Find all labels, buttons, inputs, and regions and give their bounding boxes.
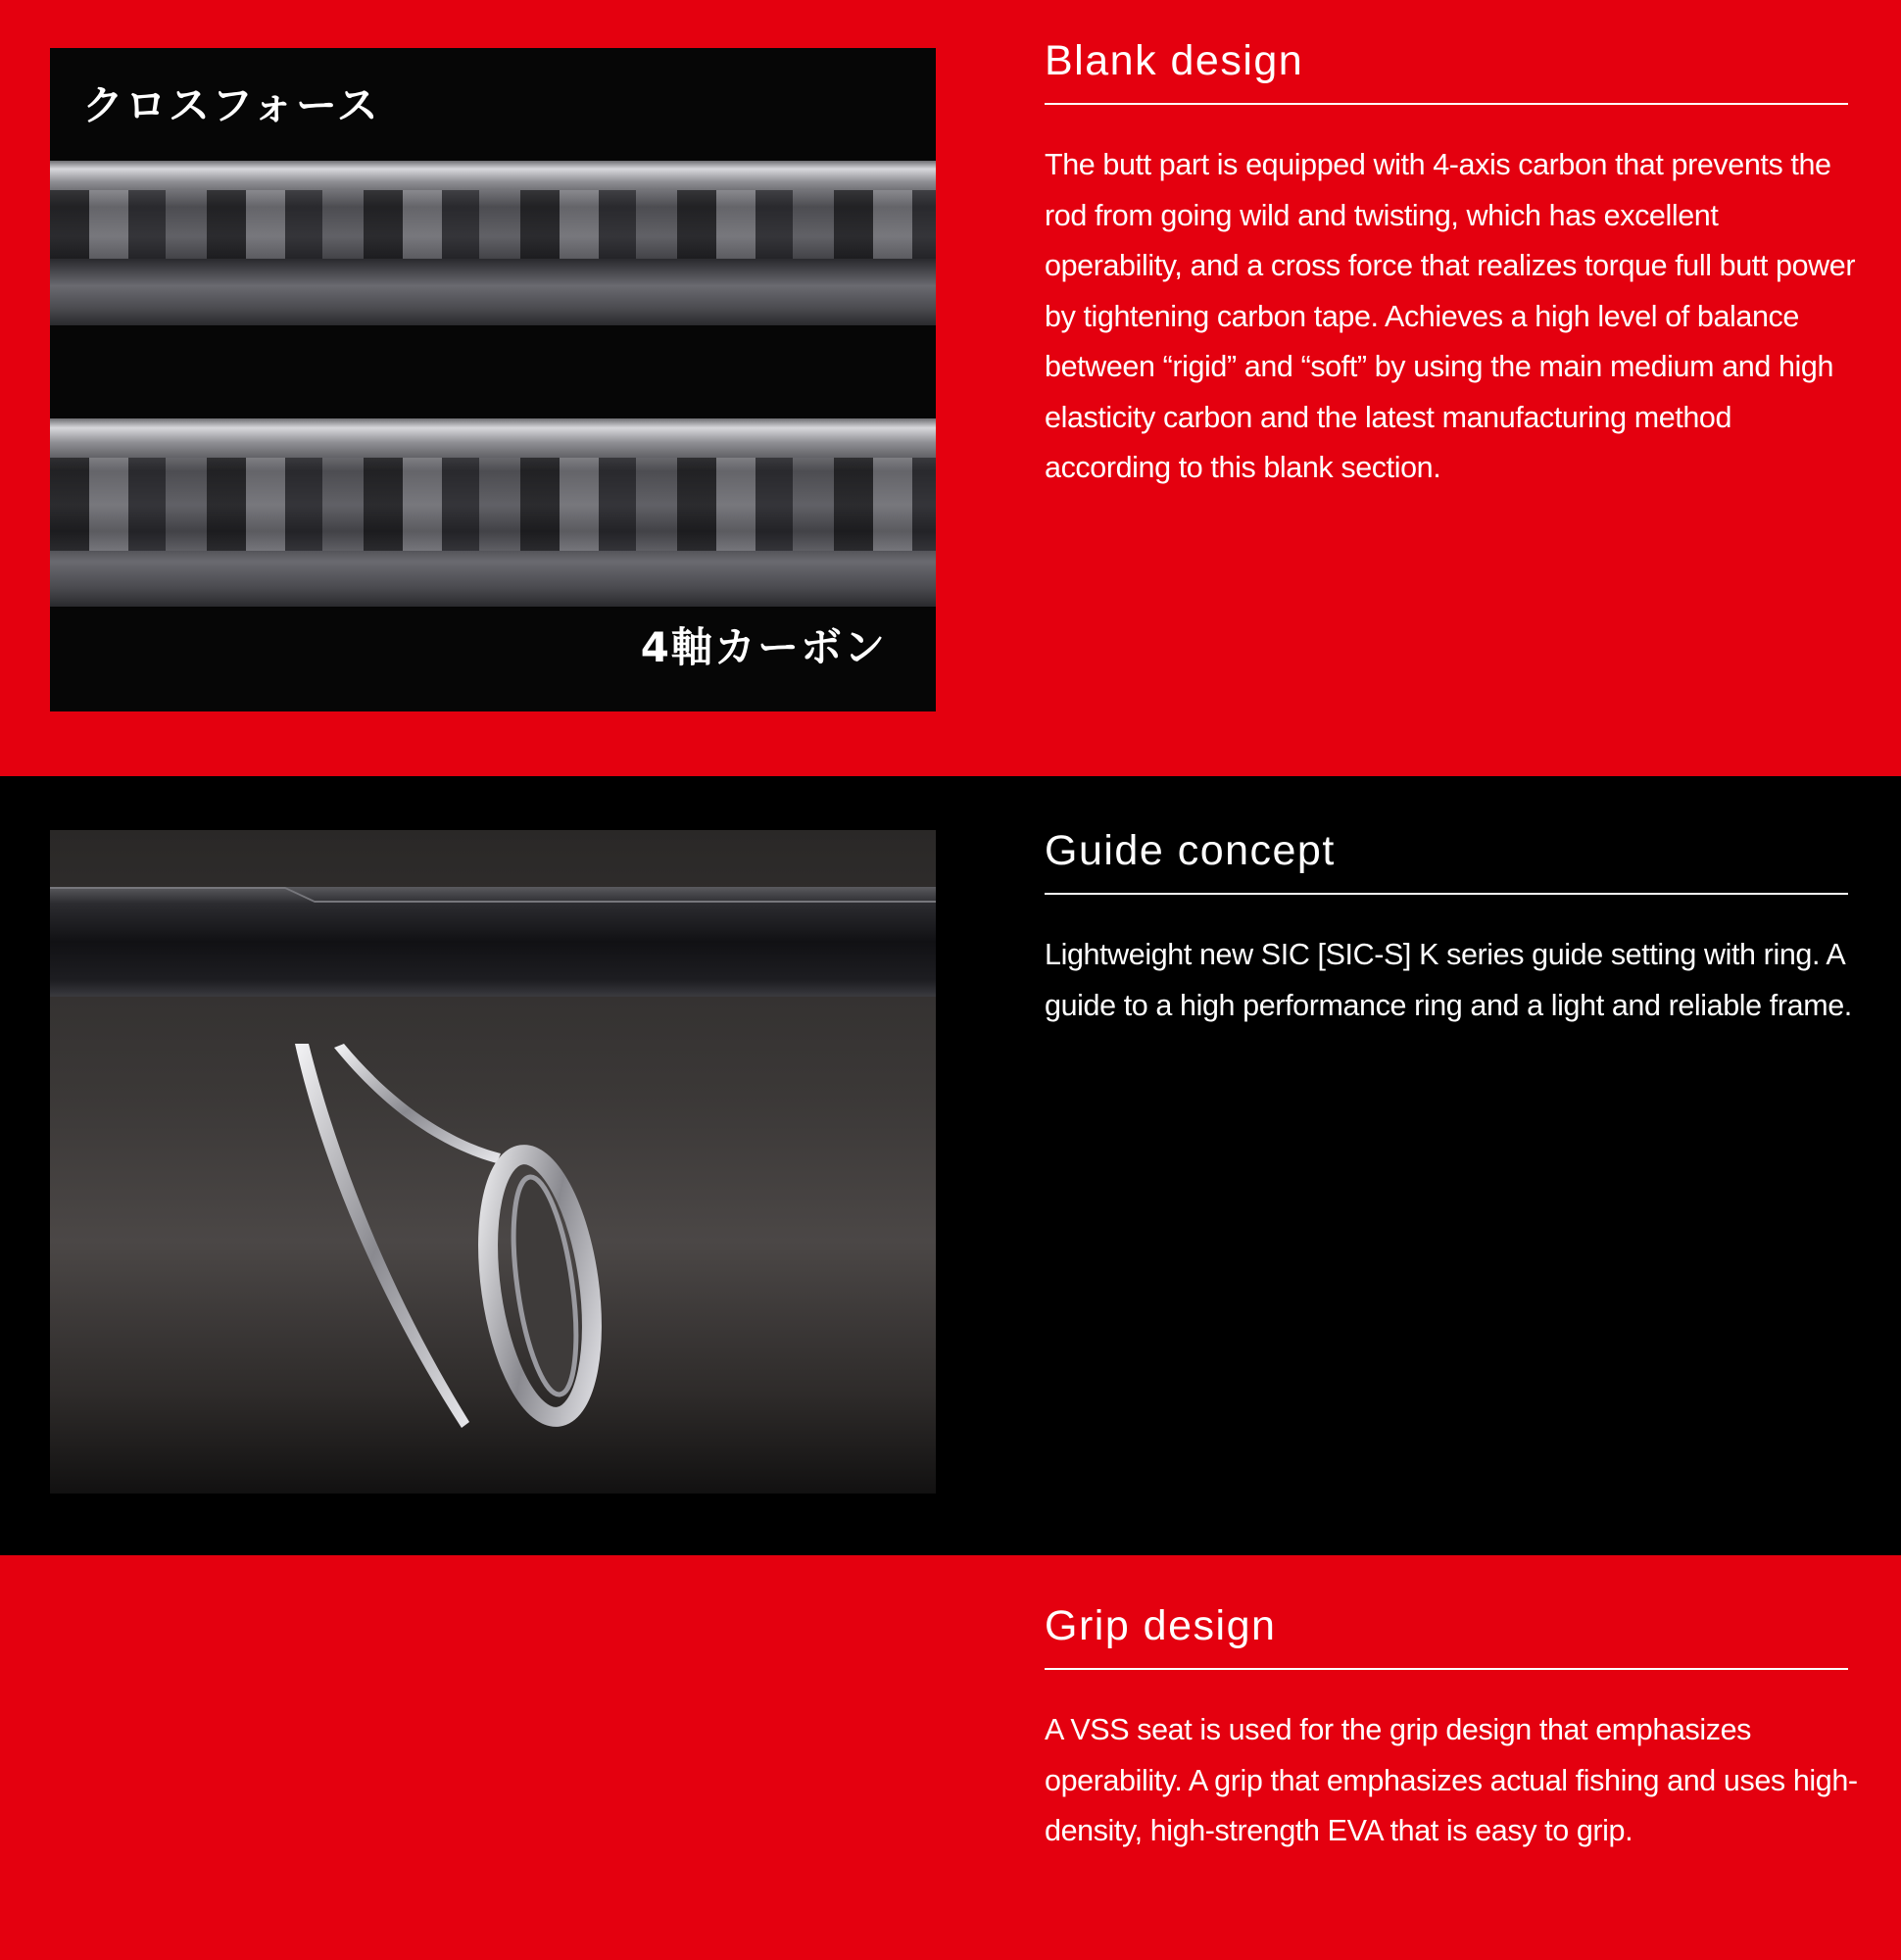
guide-concept-body: Lightweight new SIC [SIC-S] K series guide setting with ring. A guide to a high performance ring and a light and reliable frame. [1045, 938, 1852, 1022]
blank-design-body: The butt part is equipped with 4-axis carbon that prevents the rod from going wild and twisting, which has excellent operability, and a cross force that realizes torque full butt power by tightening carbon tape. Achieves a high level of balance between “rigid” and “soft” by using the main medium and high elasticity carbon and the latest manufacturing method according to this blank section. [1045, 148, 1856, 484]
grip-design-body: A VSS seat is used for the grip design that emphasizes operability. A grip that emphasizes actual fishing and uses high-density, high-strength EVA that is easy to grip. [1045, 1713, 1858, 1847]
guide-frame-right [334, 1044, 501, 1163]
grip-design-section [0, 1555, 1901, 1960]
blank-design-section [0, 0, 1901, 776]
rod-blank [50, 887, 936, 997]
grip-design-heading: Grip design [1045, 1602, 1848, 1670]
blank-design-text [1045, 37, 1856, 494]
four-axis-carbon-label: 4軸カーボン [640, 623, 887, 671]
four-axis-carbon-pattern [50, 458, 936, 551]
guide-concept-section [0, 776, 1901, 1555]
four-axis-carbon-rod-image [50, 418, 936, 607]
blank-carbon-photo [50, 48, 936, 711]
guide-frame-left [295, 1044, 469, 1428]
guide-concept-heading: Guide concept [1045, 827, 1848, 895]
guide-concept-text [1045, 827, 1852, 1031]
cross-force-label: クロスフォース [82, 81, 380, 129]
rod-guide-illustration [50, 830, 936, 1494]
guide-photo [50, 830, 936, 1494]
blank-design-heading: Blank design [1045, 37, 1848, 105]
grip-design-text [1045, 1602, 1858, 1857]
cross-force-rod-image [50, 161, 936, 325]
cross-force-pattern [50, 190, 936, 259]
